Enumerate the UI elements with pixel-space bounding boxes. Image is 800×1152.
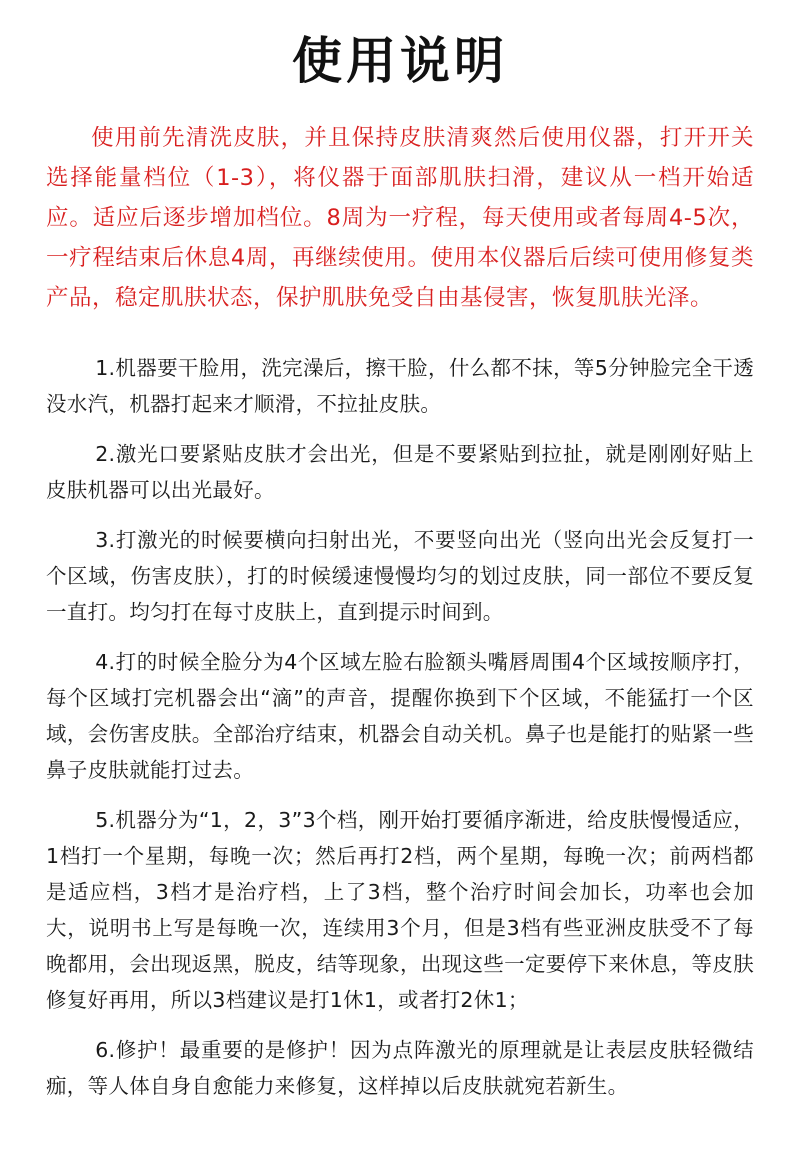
instruction-item-2: 2.激光口要紧贴皮肤才会出光，但是不要紧贴到拉扯，就是刚刚好贴上皮肤机器可以出光最好。 (46, 442, 754, 502)
instruction-item-5: 5.机器分为“1，2，3”3个档，刚开始打要循序渐进，给皮肤慢慢适应，1档打一个星期，每晚一次；然后再打2档，两个星期，每晚一次；前两档都是适应档，3档才是治疗档，上了3档，整个治疗时间会加长，功率也会加大，说明书上写是每晚一次，连续用3个月，但是3档有些亚洲皮肤受不了每晚都用，会出现返黑，脱皮，结等现象，出现这些一定要停下来休息，等皮肤修复好再用，所以3档建议是打1休1，或者打2休1； (46, 808, 754, 1012)
instruction-item-4: 4.打的时候全脸分为4个区域左脸右脸额头嘴唇周围4个区域按顺序打，每个区域打完机器会出“滴”的声音，提醒你换到下个区域，不能猛打一个区域，会伤害皮肤。全部治疗结束，机器会自动关机。鼻子也是能打的贴紧一些鼻子皮肤就能打过去。 (46, 650, 754, 782)
instruction-item-1: 1.机器要干脸用，洗完澡后，擦干脸，什么都不抹，等5分钟脸完全干透没水汽，机器打起来才顺滑，不拉扯皮肤。 (46, 356, 754, 416)
intro-paragraph: 使用前先清洗皮肤，并且保持皮肤清爽然后使用仪器，打开开关选择能量档位（1-3），将仪器于面部肌肤扫滑，建议从一档开始适应。适应后逐步增加档位。8周为一疗程，每天使用或者每周4-5次，一疗程结束后休息4周，再继续使用。使用本仪器后后续可使用修复类产品，稳定肌肤状态，保护肌肤免受自由基侵害，恢复肌肤光泽。 (46, 125, 754, 311)
instruction-item-3: 3.打激光的时候要横向扫射出光，不要竖向出光（竖向出光会反复打一个区域，伤害皮肤），打的时候缓速慢慢均匀的划过皮肤，同一部位不要反复一直打。均匀打在每寸皮肤上，直到提示时间到。 (46, 528, 754, 624)
page-title: 使用说明 (292, 32, 508, 90)
instruction-item-6: 6.修护！最重要的是修护！因为点阵激光的原理就是让表层皮肤轻微结痂，等人体自身自愈能力来修复，这样掉以后皮肤就宛若新生。 (46, 1038, 754, 1098)
